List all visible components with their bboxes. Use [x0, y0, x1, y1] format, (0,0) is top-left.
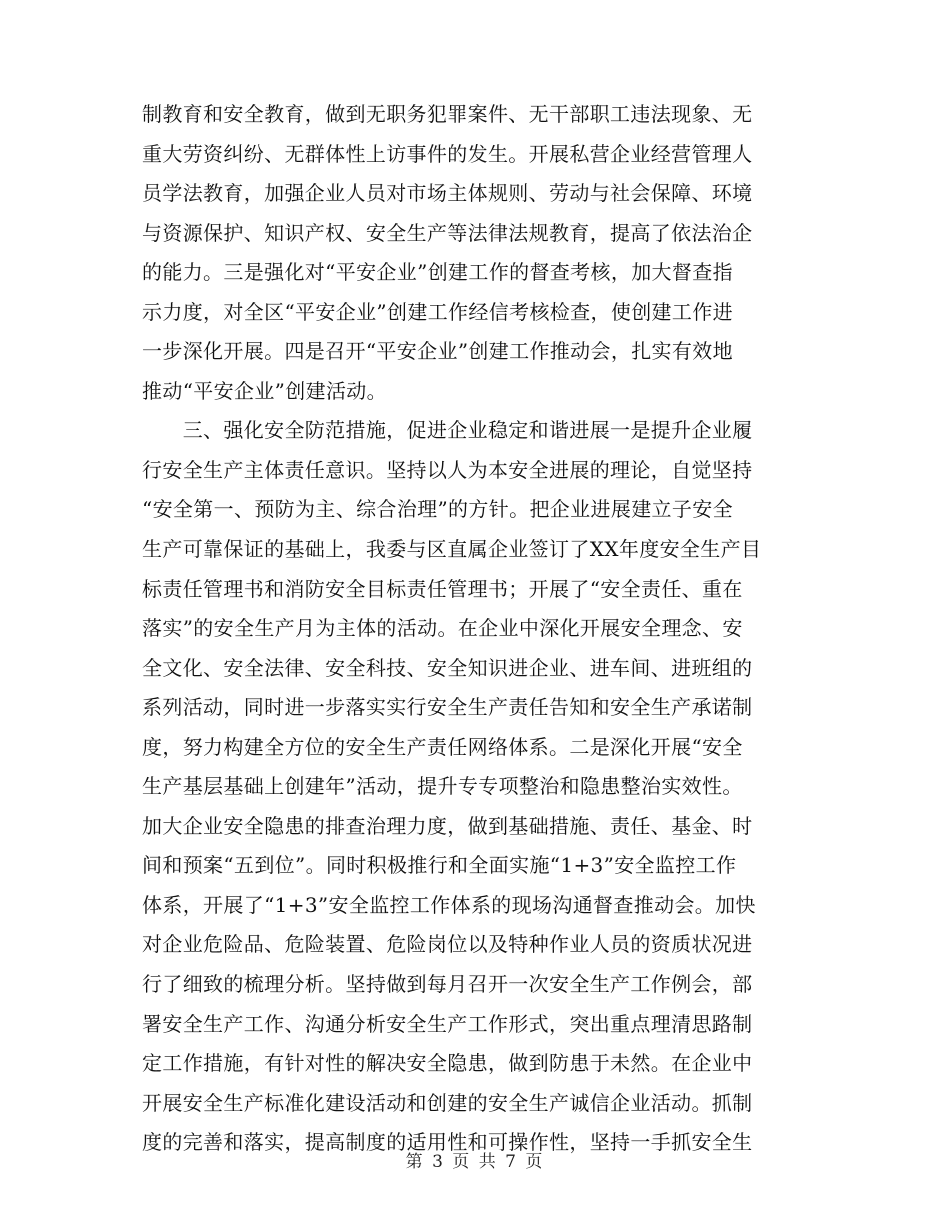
text-line: 署安全生产工作、沟通分析安全生产工作形式，突出重点理清思路制 [142, 1011, 753, 1036]
text-line: 一步深化开展。四是召开“平安企业”创建工作推动会，扎实有效地 [142, 339, 733, 364]
text-line: 的能力。三是强化对“平安企业”创建工作的督查考核，加大督查指 [142, 260, 733, 285]
text-line: 行了细致的梳理分析。坚持做到每月召开一次安全生产工作例会，部 [142, 972, 753, 997]
text-line: 与资源保护、知识产权、安全生产等法律法规教育，提高了依法治企 [142, 220, 753, 245]
text-line: 加大企业安全隐患的排查治理力度，做到基础措施、责任、基金、时 [142, 813, 753, 838]
text-line: 全文化、安全法律、安全科技、安全知识进企业、进车间、进班组的 [142, 655, 753, 680]
text-line: 重大劳资纠纷、无群体性上访事件的发生。开展私营企业经营管理人 [142, 141, 753, 166]
text-line: 落实”的安全生产月为主体的活动。在企业中深化开展安全理念、安 [142, 616, 743, 641]
text-line: 生产可靠保证的基础上，我委与区直属企业签订了XX年度安全生产目 [142, 537, 762, 562]
text-line: 体系，开展了“1+3”安全监控工作体系的现场沟通督查推动会。加快 [142, 892, 756, 917]
text-line: 行安全生产主体责任意识。坚持以人为本安全进展的理论，自觉坚持 [142, 457, 753, 482]
text-line: 生产基层基础上创建年”活动，提升专专项整治和隐患整治实效性。 [142, 774, 743, 799]
body-text [142, 95, 808, 1163]
text-line: 推动“平安企业”创建活动。 [142, 378, 387, 403]
page-number-footer: 第 3 页 共 7 页 [405, 1152, 545, 1172]
text-line: 系列活动，同时进一步落实实行安全生产责任告知和安全生产承诺制 [142, 695, 753, 720]
text-line: 员学法教育，加强企业人员对市场主体规则、劳动与社会保障、环境 [142, 181, 753, 206]
text-line: “安全第一、预防为主、综合治理”的方针。把企业进展建立子安全 [142, 497, 733, 522]
text-line: 制教育和安全教育，做到无职务犯罪案件、无干部职工违法现象、无 [142, 102, 753, 126]
text-line: 间和预案“五到位”。同时积极推行和全面实施“1+3”安全监控工作 [142, 853, 737, 878]
text-line: 示力度，对全区“平安企业”创建工作经信考核检查，使创建工作进 [142, 299, 733, 324]
text-line: 度的完善和落实，提高制度的适用性和可操作性，坚持一手抓安全生 [142, 1130, 753, 1155]
text-line: 开展安全生产标准化建设活动和创建的安全生产诚信企业活动。抓制 [142, 1090, 753, 1115]
text-line: 定工作措施，有针对性的解决安全隐患，做到防患于未然。在企业中 [142, 1051, 753, 1076]
section-heading-line: 三、强化安全防范措施，促进企业稳定和谐进展一是提升企业履 [142, 418, 753, 443]
text-line: 标责任管理书和消防安全目标责任管理书；开展了“安全责任、重在 [142, 576, 743, 601]
text-line: 度，努力构建全方位的安全生产责任网络体系。二是深化开展“安全 [142, 734, 743, 759]
text-line: 对企业危险品、危险装置、危险岗位以及特种作业人员的资质状况进 [142, 932, 753, 957]
